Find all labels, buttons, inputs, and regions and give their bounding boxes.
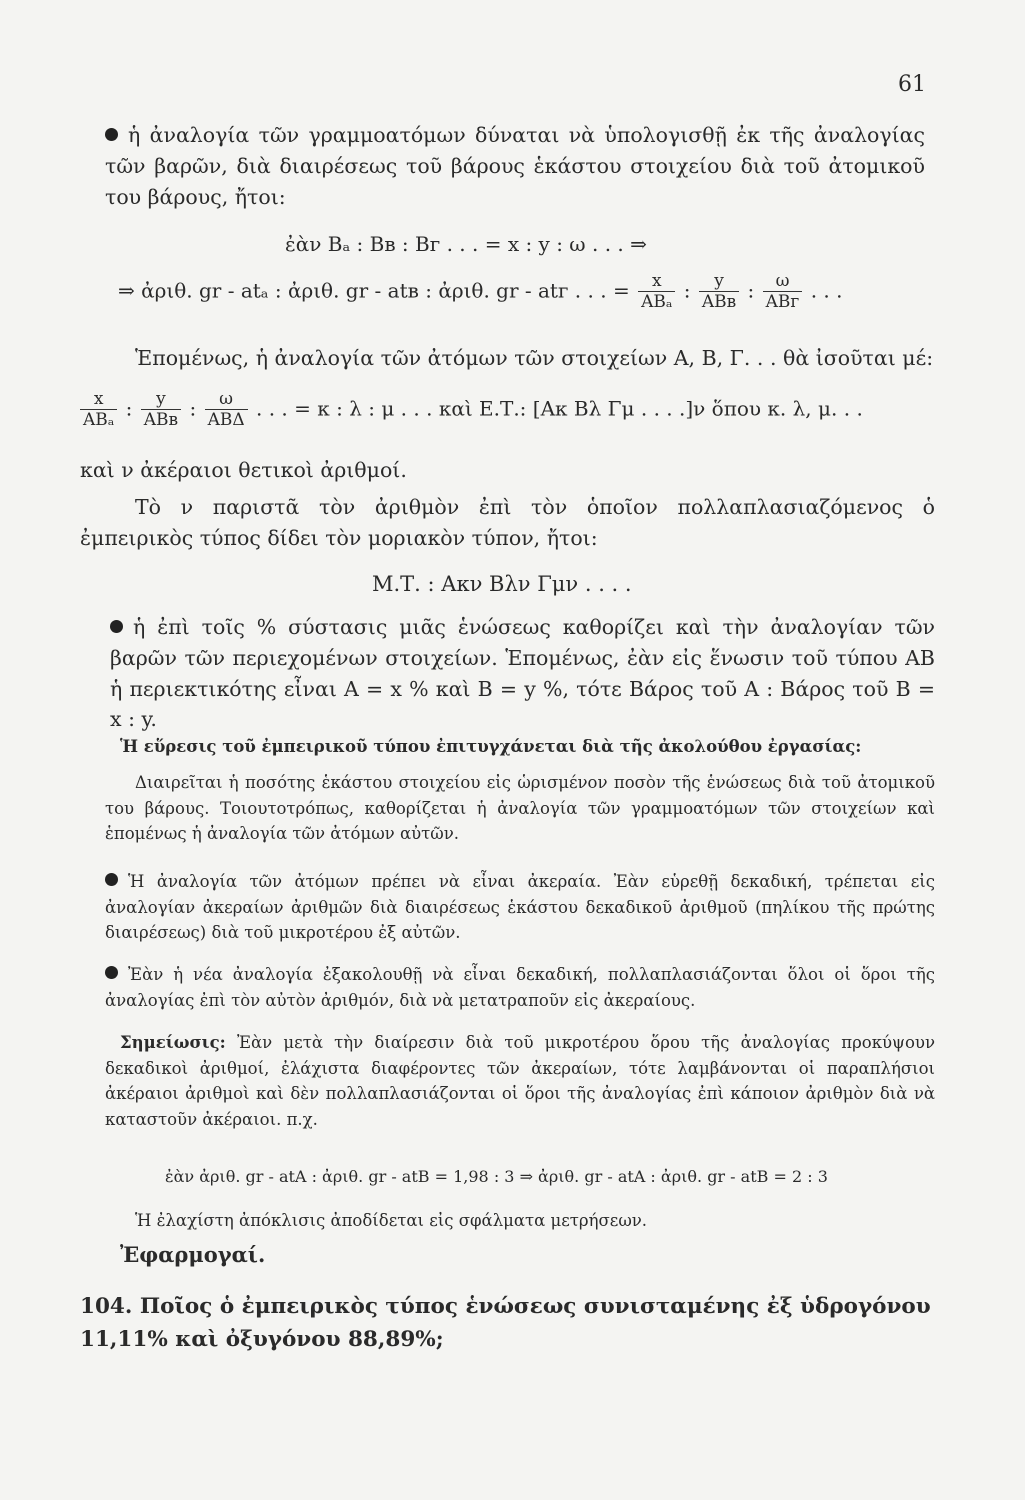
paragraph-6: Ἡ ἐλαχίστη ἀπόκλισις ἀποδίδεται εἰς σφάλματα μετρήσεων. [135, 1211, 648, 1230]
paragraph-1 [105, 120, 925, 212]
fraction: $\frac{\omega}{\text{ABг}}$ [763, 272, 803, 312]
paragraph-1-text: ἡ ἀναλογία τῶν γραμμοατόμων δύναται νὰ ὑπολογισθῇ ἐκ τῆς ἀναλογίας τῶν βαρῶν, διὰ διαιρέσεως τοῦ βάρους ἑκάστου στοιχείου διὰ τοῦ ἀτομικοῦ του βάρους, ἤτοι: [105, 123, 925, 209]
paragraph-2: Ἑπομένως, ἡ ἀναλογία τῶν ἀτόμων τῶν στοιχείων Α, Β, Γ. . . θὰ ἰσοῦται μέ: [135, 346, 934, 370]
step-2-text: Ἡ ἀναλογία τῶν ἀτόμων πρέπει νὰ εἶναι ἀκεραία. Ἐὰν εὑρεθῇ δεκαδική, τρέπεται εἰς ἀναλογίαν ἀκεραίων ἀριθμῶν διὰ διαιρέσεως ἑκάστου δεκαδικοῦ ἀριθμοῦ (πηλίκου τῆς πρώτης διαιρέσεως) διὰ τοῦ μικροτέρου ἐξ αὐτῶν. [105, 872, 935, 943]
bullet-icon [105, 873, 118, 886]
equation-2: ⇒ ἀριθ. gr - atₐ : ἀριθ. gr - atʙ : ἀριθ. gr - atг . . . = $\frac{x}{\text{ABₐ}}$ : $\frac{y}{\text{ABʙ}}$ : $\frac{\omega}{\text{ABг}}$ . . . [118, 271, 843, 312]
step-3-text: Ἐὰν ἡ νέα ἀναλογία ἐξακολουθῇ νὰ εἶναι δεκαδική, πολλαπλασιάζονται ὅλοι οἱ ὅροι τῆς ἀναλογίας ἐπὶ τὸν αὐτὸν ἀριθμόν, διὰ νὰ μετατραποῦν εἰς ἀκεραίους. [105, 965, 935, 1010]
question-104 [80, 1290, 935, 1357]
fraction: $\frac{y}{\text{ABʙ}}$ [699, 272, 739, 312]
equation-3: $\frac{x}{\text{ABₐ}}$ : $\frac{y}{\text{ABʙ}}$ : $\frac{\omega}{\text{ABΔ}}$ . . . = κ : λ : μ . . . καὶ Ε.Τ.: [Aκ Bλ Γμ . . . .]ν ὅπου κ. λ, μ. . . [78, 390, 863, 430]
section-heading: Ἡ εὕρεσις τοῦ ἐμπειρικοῦ τύπου ἐπιτυγχάνεται διὰ τῆς ἀκολούθου ἐργασίας: [120, 737, 862, 756]
fraction: $\frac{x}{\text{ABₐ}}$ [80, 390, 117, 430]
paragraph-5 [110, 612, 935, 735]
step-1: Διαιρεῖται ἡ ποσότης ἑκάστου στοιχείου εἰς ὡρισμένον ποσὸν τῆς ἑνώσεως διὰ τοῦ ἀτομικοῦ του βάρους. Τοιουτοτρόπως, καθορίζεται ἡ ἀναλογία τῶν γραμμοατόμων τῶν στοιχείων καὶ ἑπομένως ἡ ἀναλογία τῶν ἀτόμων αὐτῶν. [105, 773, 935, 844]
equation-1: ἐὰν Βₐ : Βʙ : Βг . . . = x : y : ω . . . ⇒ [285, 232, 647, 256]
bullet-icon [110, 620, 123, 633]
equation-5: ἐὰν ἀριθ. gr - atA : ἀριθ. gr - atB = 1,98 : 3 ⇒ ἀριθ. gr - atA : ἀριθ. gr - atB = 2 : 3 [165, 1167, 828, 1186]
equation-2-left: ⇒ ἀριθ. gr - atₐ : ἀριθ. gr - atʙ : ἀριθ. gr - atг . . . = [118, 278, 630, 303]
applications-heading: Ἐφαρμογαί. [120, 1242, 266, 1267]
bullet-icon [105, 128, 118, 141]
note-label: Σημείωσις: [120, 1033, 226, 1052]
bullet-icon [105, 966, 118, 979]
equation-4: Μ.Τ. : Aκν Bλν Γμν . . . . [372, 572, 632, 596]
fraction: $\frac{\omega}{\text{ABΔ}}$ [205, 390, 248, 430]
page-number: 61 [898, 72, 926, 97]
question-number: 104. [80, 1294, 133, 1319]
equation-3-rest: . . . = κ : λ : μ . . . καὶ Ε.Τ.: [Aκ Bλ Γμ . . . .]ν ὅπου κ. λ, μ. . . [255, 396, 863, 421]
fraction: $\frac{x}{\text{ABₐ}}$ [638, 272, 675, 312]
fraction: $\frac{y}{\text{ABʙ}}$ [141, 390, 181, 430]
note-text: Ἐὰν μετὰ τὴν διαίρεσιν διὰ τοῦ μικροτέρου ὅρου τῆς ἀναλογίας προκύψουν δεκαδικοὶ ἀριθμοί, ἐλάχιστα διαφέροντες τῶν ἀκεραίων, τότε λαμβάνονται οἱ παραπλήσιοι ἀκέραιοι ἀριθμοὶ καὶ δὲν πολλαπλασιάζονται οἱ ὅροι τῆς ἀναλογίας ἐπὶ κάποιον ἀριθμὸν διὰ νὰ καταστοῦν ἀκέραιοι. π.χ. [105, 1033, 935, 1129]
question-text: Ποῖος ὁ ἐμπειρικὸς τύπος ἑνώσεως συνισταμένης ἐξ ὑδρογόνου 11,11% καὶ ὀξυγόνου 88,89%; [80, 1294, 931, 1353]
paragraph-3: καὶ ν ἀκέραιοι θετικοὶ ἀριθμοί. [80, 458, 407, 482]
paragraph-4: Τὸ ν παριστᾶ τὸν ἀριθμὸν ἐπὶ τὸν ὁποῖον πολλαπλασιαζόμενος ὁ ἐμπειρικὸς τύπος δίδει τὸν μοριακὸν τύπον, ἤτοι: [80, 495, 935, 550]
step-3 [105, 962, 935, 1013]
step-2 [105, 869, 935, 946]
paragraph-5-text: ἡ ἐπὶ τοῖς % σύστασις μιᾶς ἑνώσεως καθορίζει καὶ τὴν ἀναλογίαν τῶν βαρῶν τῶν περιεχομένων στοιχείων. Ἑπομένως, ἐὰν εἰς ἕνωσιν τοῦ τύπου ΑΒ ἡ περιεκτικότης εἶναι Α = x % καὶ Β = y %, τότε Βάρος τοῦ Α : Βάρος τοῦ Β = x : y. [110, 615, 935, 732]
note [105, 1030, 935, 1132]
ellipsis: . . . [810, 278, 843, 303]
